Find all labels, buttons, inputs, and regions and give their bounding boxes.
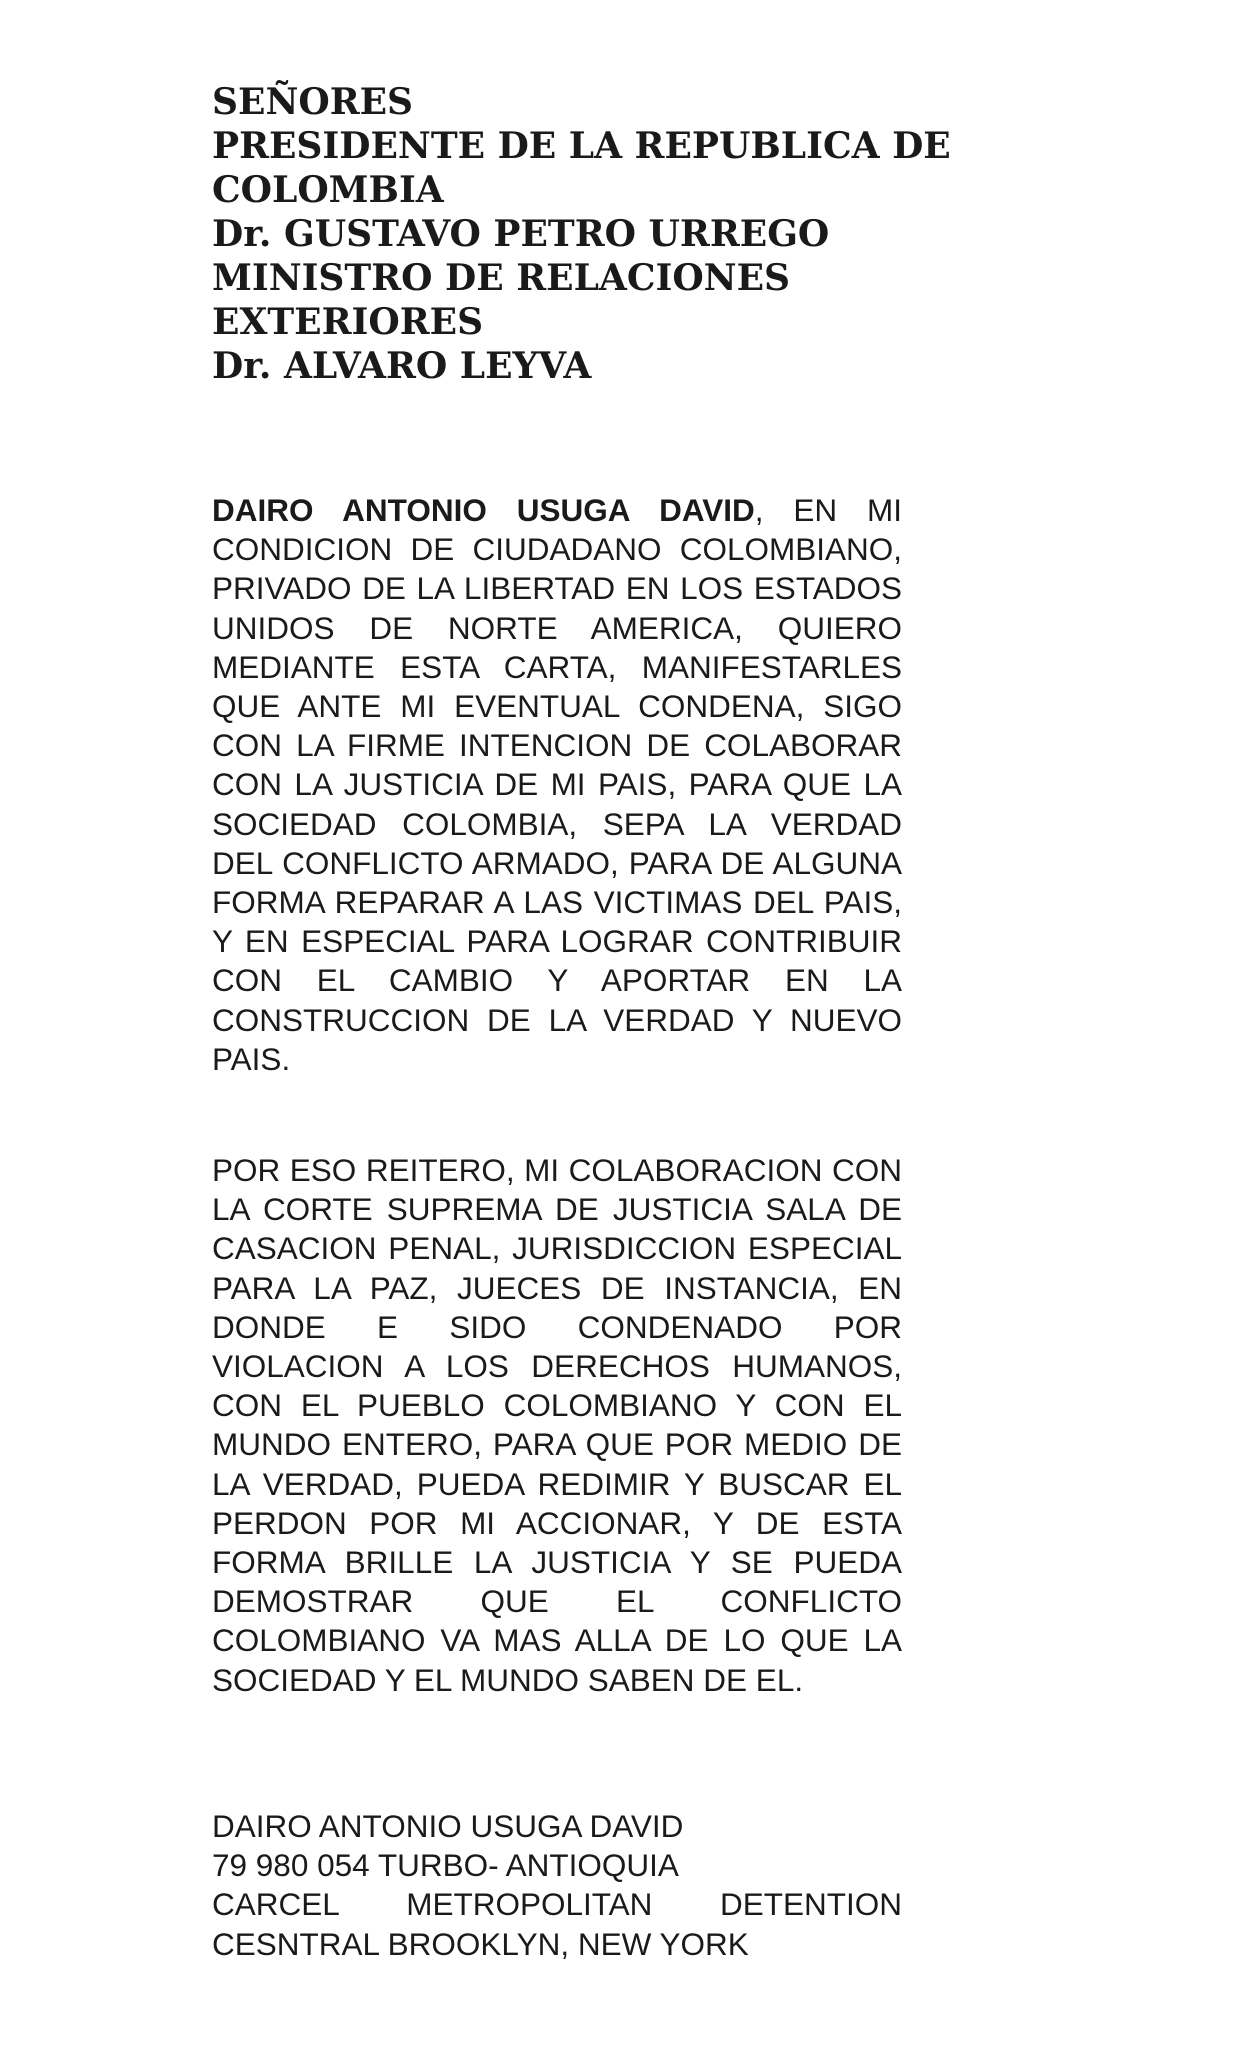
- letter-paragraph-2: POR ESO REITERO, MI COLABORACION CON LA CORTE SUPREMA DE JUSTICIA SALA DE CASACION PENAL, JURISDICCION ESPECIAL PARA LA PAZ, JUECES DE INSTANCIA, EN DONDE E SIDO CONDENADO POR VIOLACION A LOS DERECHOS HUMANOS, CON EL PUEBLO COLOMBIANO Y CON EL MUNDO ENTERO, PARA QUE POR MEDIO DE LA VERDAD, PUEDA REDIMIR Y BUSCAR EL PERDON POR MI ACCIONAR, Y DE ESTA FORMA BRILLE LA JUSTICIA Y SE PUEDA DEMOSTRAR QUE EL CONFLICTO COLOMBIANO VA MAS ALLA DE LO QUE LA SOCIEDAD Y EL MUNDO SABEN DE EL.: [212, 1152, 902, 1698]
- addressee-line: SEÑORES: [212, 81, 414, 123]
- paragraph-1-text: , EN MI CONDICION DE CIUDADANO COLOMBIANO, PRIVADO DE LA LIBERTAD EN LOS ESTADOS UNIDOS DE NORTE AMERICA, QUIERO MEDIANTE ESTA CARTA, MANIFESTARLES QUE ANTE MI EVENTUAL CONDENA, SIGO CON LA FIRME INTENCION DE COLABORAR CON LA JUSTICIA DE MI PAIS, PARA QUE LA SOCIEDAD COLOMBIA, SEPA LA VERDAD DEL CONFLICTO ARMADO, PARA DE ALGUNA FORMA REPARAR A LAS VICTIMAS DEL PAIS, Y EN ESPECIAL PARA LOGRAR CONTRIBUIR CON EL CAMBIO Y APORTAR EN LA CONSTRUCCION DE LA VERDAD Y NUEVO PAIS.: [212, 492, 902, 1077]
- addressee-line: MINISTRO DE RELACIONES: [212, 257, 791, 299]
- addressee-line: COLOMBIA: [212, 169, 444, 211]
- signature-name: DAIRO ANTONIO USUGA DAVID: [212, 1808, 684, 1844]
- letter-paragraph-1: [212, 491, 902, 1079]
- signature-block: [212, 1807, 902, 1964]
- addressee-line: PRESIDENTE DE LA REPUBLICA DE: [212, 125, 951, 167]
- signature-location-line-1: CARCEL METROPOLITAN DETENTION: [212, 1886, 902, 1923]
- signature-location-line-2: CESNTRAL BROOKLYN, NEW YORK: [212, 1925, 749, 1962]
- sender-name-bold: DAIRO ANTONIO USUGA DAVID: [212, 492, 755, 528]
- signature-id-line: 79 980 054 TURBO- ANTIOQUIA: [212, 1847, 679, 1884]
- addressee-line: Dr. ALVARO LEYVA: [212, 345, 592, 387]
- addressee-line: EXTERIORES: [212, 301, 484, 343]
- addressee-line: Dr. GUSTAVO PETRO URREGO: [212, 213, 830, 255]
- addressee-block: [212, 80, 972, 388]
